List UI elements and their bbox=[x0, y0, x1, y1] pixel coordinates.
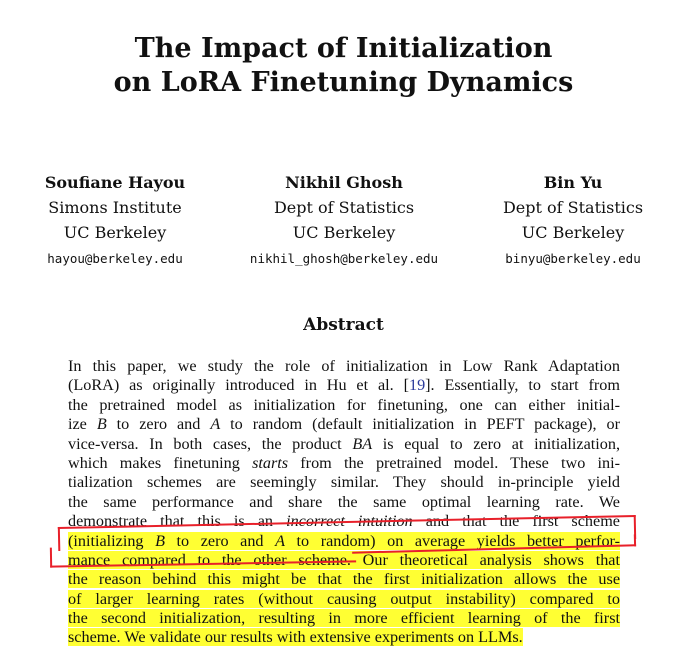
abstract-line: (LoRA) as originally introduced in Hu et al. [19]. Essentially, to start from bbox=[68, 376, 620, 395]
author-affiliation: Dept of Statistics bbox=[502, 198, 644, 217]
author-affiliation: Dept of Statistics bbox=[273, 198, 415, 217]
author-affiliation: Simons Institute bbox=[48, 198, 182, 217]
abstract-line: vice-versa. In both cases, the product BA is equal to zero at initialization, bbox=[68, 434, 620, 453]
author-block bbox=[0, 170, 687, 270]
author-affiliation: UC Berkeley bbox=[521, 223, 625, 242]
author-1 bbox=[5, 170, 225, 273]
abstract-line: demonstrate that this is an incorrect intuition and that the first scheme bbox=[68, 512, 620, 531]
abstract-line: which makes finetuning starts from the pretrained model. These two ini- bbox=[68, 453, 621, 472]
author-name: Soufiane Hayou bbox=[44, 173, 186, 192]
abstract-line-highlighted: (initializing B to zero and A to random) on average yields better perfor- bbox=[68, 531, 620, 550]
paper-title bbox=[0, 32, 687, 100]
abstract-line-highlighted: the second initialization, resulting in more efficient learning of the first bbox=[68, 609, 620, 628]
author-email: hayou@berkeley.edu bbox=[47, 251, 183, 266]
abstract-line-highlighted: mance compared to the other scheme. Our theoretical analysis shows that bbox=[68, 550, 620, 569]
abstract-line: In this paper, we study the role of initialization in Low Rank Adaptation bbox=[68, 357, 620, 375]
author-2 bbox=[234, 170, 454, 273]
author-name: Nikhil Ghosh bbox=[285, 173, 403, 192]
author-email: binyu@berkeley.edu bbox=[505, 251, 641, 266]
author-affiliation: UC Berkeley bbox=[292, 223, 396, 242]
author-3 bbox=[463, 170, 683, 273]
title-line-1: The Impact of Initialization bbox=[134, 33, 553, 64]
title-line-2: on LoRA Finetuning Dynamics bbox=[113, 67, 574, 98]
author-affiliation: UC Berkeley bbox=[63, 223, 167, 242]
abstract-line-highlighted: scheme. We validate our results with extensive experiments on LLMs. bbox=[68, 628, 523, 647]
citation-link[interactable]: 19 bbox=[408, 376, 426, 395]
abstract-line: ize B to zero and A to random (default initialization in PEFT package), or bbox=[68, 415, 620, 434]
abstract-line-highlighted: the reason behind this might be that the first initialization allows the use bbox=[68, 570, 620, 589]
abstract-body bbox=[68, 357, 620, 648]
abstract-line-highlighted: of larger learning rates (without causing output instability) compared to bbox=[68, 589, 620, 608]
abstract-line: tialization schemes are seemingly similar. They should in-principle yield bbox=[68, 473, 620, 492]
abstract-line: the pretrained model as initialization for finetuning, one can either initial- bbox=[68, 395, 620, 414]
author-email: nikhil_ghosh@berkeley.edu bbox=[249, 251, 439, 266]
abstract-heading: Abstract bbox=[303, 315, 384, 335]
author-name: Bin Yu bbox=[543, 173, 603, 192]
abstract-line: the same performance and share the same optimal learning rate. We bbox=[68, 492, 620, 511]
